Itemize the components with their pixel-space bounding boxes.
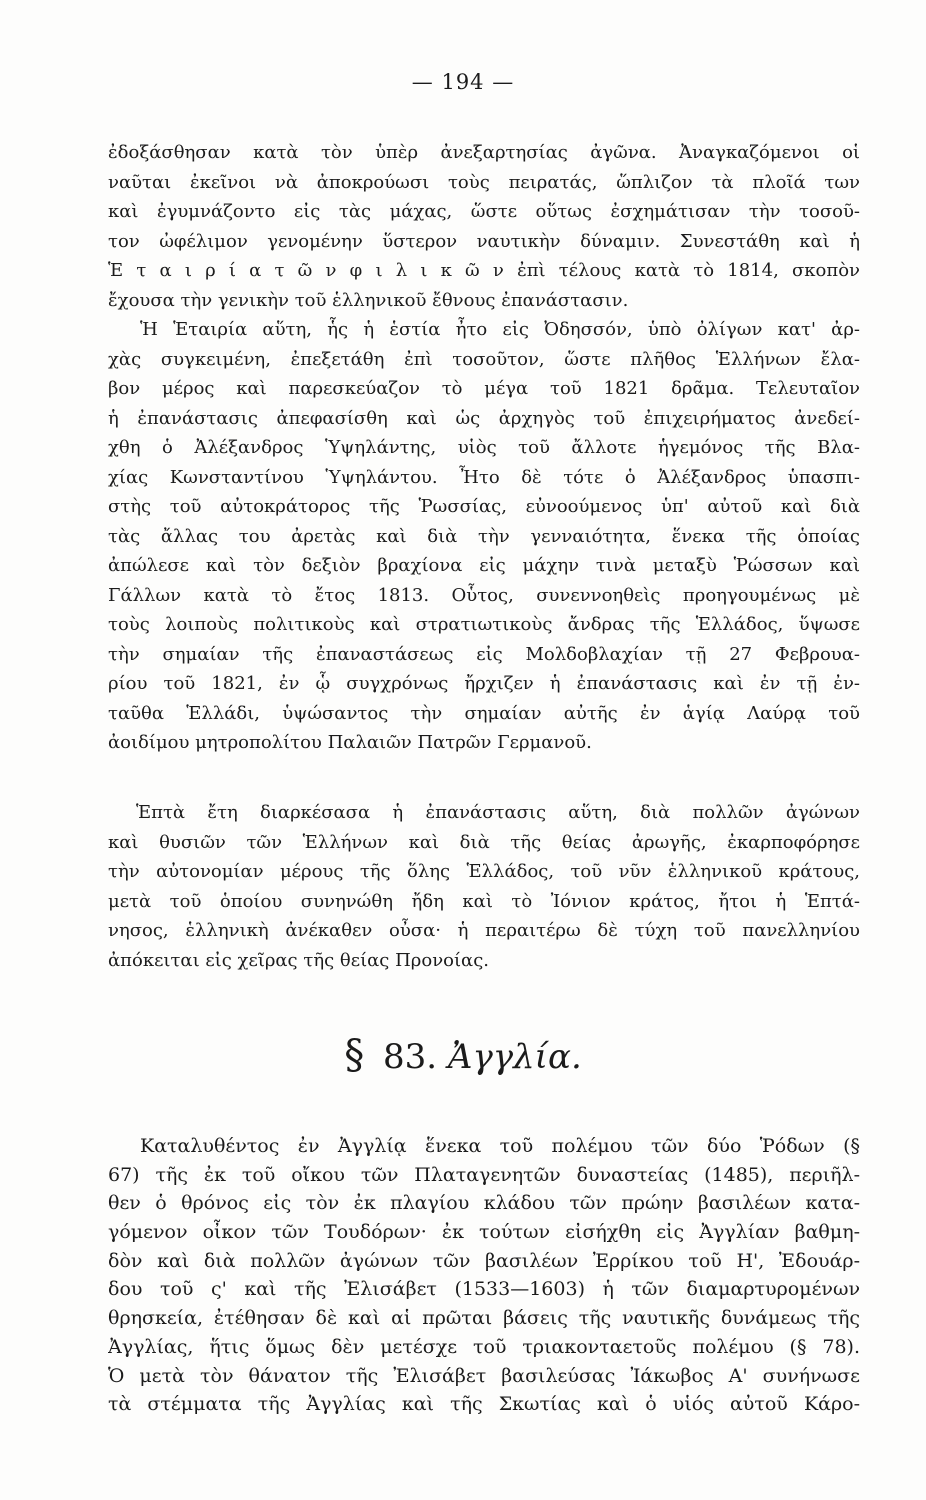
text-line: δὸν καὶ διὰ πολλῶν ἀγώνων τῶν βασιλέων Ἐρρίκου τοῦ Η', Ἐδουάρ- [108, 1249, 860, 1272]
text-line: τὴν σημαίαν τῆς ἐπαναστάσεως εἰς Μολδοβλαχίαν τῇ 27 Φεβρουα- [108, 643, 860, 665]
text-line: τὰ στέμματα τῆς Ἀγγλίας καὶ τῆς Σκωτίας καὶ ὁ υἱός αὐτοῦ Κάρο- [108, 1393, 860, 1416]
text-line: χθη ὁ Ἀλέξανδρος Ὑψηλάντης, υἱὸς τοῦ ἄλλοτε ἡγεμόνος τῆς Βλα- [108, 437, 860, 458]
text-line: βον μέρος καὶ παρεσκεύαζον τὸ μέγα τοῦ 1821 δρᾶμα. Τελευταῖον [108, 378, 860, 399]
text-line: Ὁ μετὰ τὸν θάνατον τῆς Ἐλισάβετ βασιλεύσας Ἰάκωβος Α' συνήνωσε [108, 1364, 860, 1387]
body-text-paragraphs [108, 138, 860, 758]
section-title: Ἀγγλία. [447, 1037, 582, 1077]
section-heading [0, 1030, 926, 1082]
body-text-paragraph [108, 1132, 860, 1419]
text-line: νησος, ἑλληνικὴ ἀνέκαθεν οὖσα· ἡ περαιτέρω δὲ τύχη τοῦ πανελληνίου [108, 920, 860, 941]
text-line: τὴν αὐτονομίαν μέρους τῆς ὅλης Ἑλλάδος, τοῦ νῦν ἑλληνικοῦ κράτους, [108, 861, 860, 882]
text-line: Ἑπτὰ ἔτη διαρκέσασα ἡ ἐπανάστασις αὕτη, διὰ πολλῶν ἀγώνων [136, 802, 860, 823]
text-line: Ἀγγλίας, ἥτις ὅμως δὲν μετέσχε τοῦ τριακονταετοῦς πολέμου (§ 78). [108, 1335, 860, 1358]
text-line: τον ὠφέλιμον γενομένην ὕστερον ναυτικὴν δύναμιν. Συνεστάθη καὶ ἡ [108, 230, 860, 252]
text-line: Καταλυθέντος ἐν Ἀγγλίᾳ ἕνεκα τοῦ πολέμου τῶν δύο Ῥόδων (§ [140, 1135, 860, 1157]
text-line: χίας Κωνσταντίνου Ὑψηλάντου. Ἦτο δὲ τότε ὁ Ἀλέξανδρος ὑπασπι- [108, 466, 860, 488]
text-line: ναῦται ἐκεῖνοι νὰ ἀποκρούωσι τοὺς πειρατάς, ὥπλιζον τὰ πλοῖά των [108, 171, 860, 193]
text-line: ταῦθα Ἑλλάδι, ὑψώσαντος τὴν σημαίαν αὐτῆς ἐν ἁγίᾳ Λαύρᾳ τοῦ [108, 702, 860, 724]
text-line: ἡ ἐπανάστασις ἀπεφασίσθη καὶ ὡς ἀρχηγὸς τοῦ ἐπιχειρήματος ἀνεδεί- [108, 407, 860, 429]
text-line: ἀπόκειται εἰς χεῖρας τῆς θείας Προνοίας. [108, 949, 489, 971]
text-line: στὴς τοῦ αὐτοκράτορος τῆς Ῥωσσίας, εὐνοούμενος ὑπ' αὐτοῦ καὶ διὰ [108, 496, 860, 517]
text-line: δου τοῦ ς' καὶ τῆς Ἐλισάβετ (1533—1603) ἡ τῶν διαμαρτυρομένων [108, 1278, 860, 1301]
text-line: μετὰ τοῦ ὁποίου συνηνώθη ἤδη καὶ τὸ Ἰόνιον κράτος, ἤτοι ἡ Ἑπτά- [108, 890, 860, 912]
text-line: ἐδοξάσθησαν κατὰ τὸν ὑπὲρ ἀνεξαρτησίας ἀγῶνα. Ἀναγκαζόμενοι οἱ [108, 142, 860, 163]
text-line: καὶ θυσιῶν τῶν Ἑλλήνων καὶ διὰ τῆς θείας ἀρωγῆς, ἐκαρποφόρησε [108, 831, 860, 853]
text-line: θρησκεία, ἐτέθησαν δὲ καὶ αἱ πρῶται βάσεις τῆς ναυτικῆς δυνάμεως τῆς [108, 1307, 860, 1330]
text-line: καὶ ἐγυμνάζοντο εἰς τὰς μάχας, ὥστε οὕτως ἐσχημάτισαν τὴν τοσοῦ- [108, 201, 860, 222]
text-line: τοὺς λοιποὺς πολιτικοὺς καὶ στρατιωτικοὺς ἄνδρας τῆς Ἑλλάδος, ὕψωσε [108, 614, 860, 635]
text-line: Γάλλων κατὰ τὸ ἔτος 1813. Οὗτος, συνεννοηθεὶς προηγουμένως μὲ [108, 584, 860, 606]
text-line: χὰς συγκειμένη, ἐπεξετάθη ἐπὶ τοσοῦτον, ὥστε πλῆθος Ἑλλήνων ἔλα- [108, 348, 860, 370]
page-number: — 194 — [411, 70, 515, 94]
section-number: 83. [383, 1037, 438, 1077]
section-symbol: § [344, 1032, 365, 1078]
text-line: ἀοιδίμου μητροπολίτου Παλαιῶν Πατρῶν Γερμανοῦ. [108, 732, 592, 753]
text-line: θεν ὁ θρόνος εἰς τὸν ἐκ πλαγίου κλάδου τῶν πρώην βασιλέων κατα- [108, 1192, 860, 1215]
text-line: ρίου τοῦ 1821, ἐν ᾧ συγχρόνως ἤρχιζεν ἡ ἐπανάστασις καὶ ἐν τῇ ἐν- [108, 673, 860, 694]
text-line: Ἡ Ἑταιρία αὕτη, ἧς ἡ ἑστία ἦτο εἰς Ὀδησσόν, ὑπὸ ὀλίγων κατ' ἀρ- [140, 319, 860, 340]
body-text-paragraph [108, 798, 860, 975]
text-line: ἀπώλεσε καὶ τὸν δεξιὸν βραχίονα εἰς μάχην τινὰ μεταξὺ Ῥώσσων καὶ [108, 555, 860, 576]
text-line: τὰς ἄλλας του ἀρετὰς καὶ διὰ τὴν γενναιότητα, ἕνεκα τῆς ὁποίας [108, 525, 860, 547]
text-line: 67) τῆς ἐκ τοῦ οἴκου τῶν Πλαταγενητῶν δυναστείας (1485), περιῆλ- [108, 1163, 860, 1186]
text-line: ἔχουσα τὴν γενικὴν τοῦ ἑλληνικοῦ ἔθνους ἐπανάστασιν. [108, 289, 629, 311]
text-line: γόμενον οἶκον τῶν Τουδόρων· ἐκ τούτων εἰσήχθη εἰς Ἀγγλίαν βαθμη- [108, 1221, 860, 1244]
text-line: Ἑ τ α ι ρ ί α τ ῶ ν φ ι λ ι κ ῶ ν ἐπὶ τέλους κατὰ τὸ 1814, σκοπὸν [108, 260, 860, 281]
